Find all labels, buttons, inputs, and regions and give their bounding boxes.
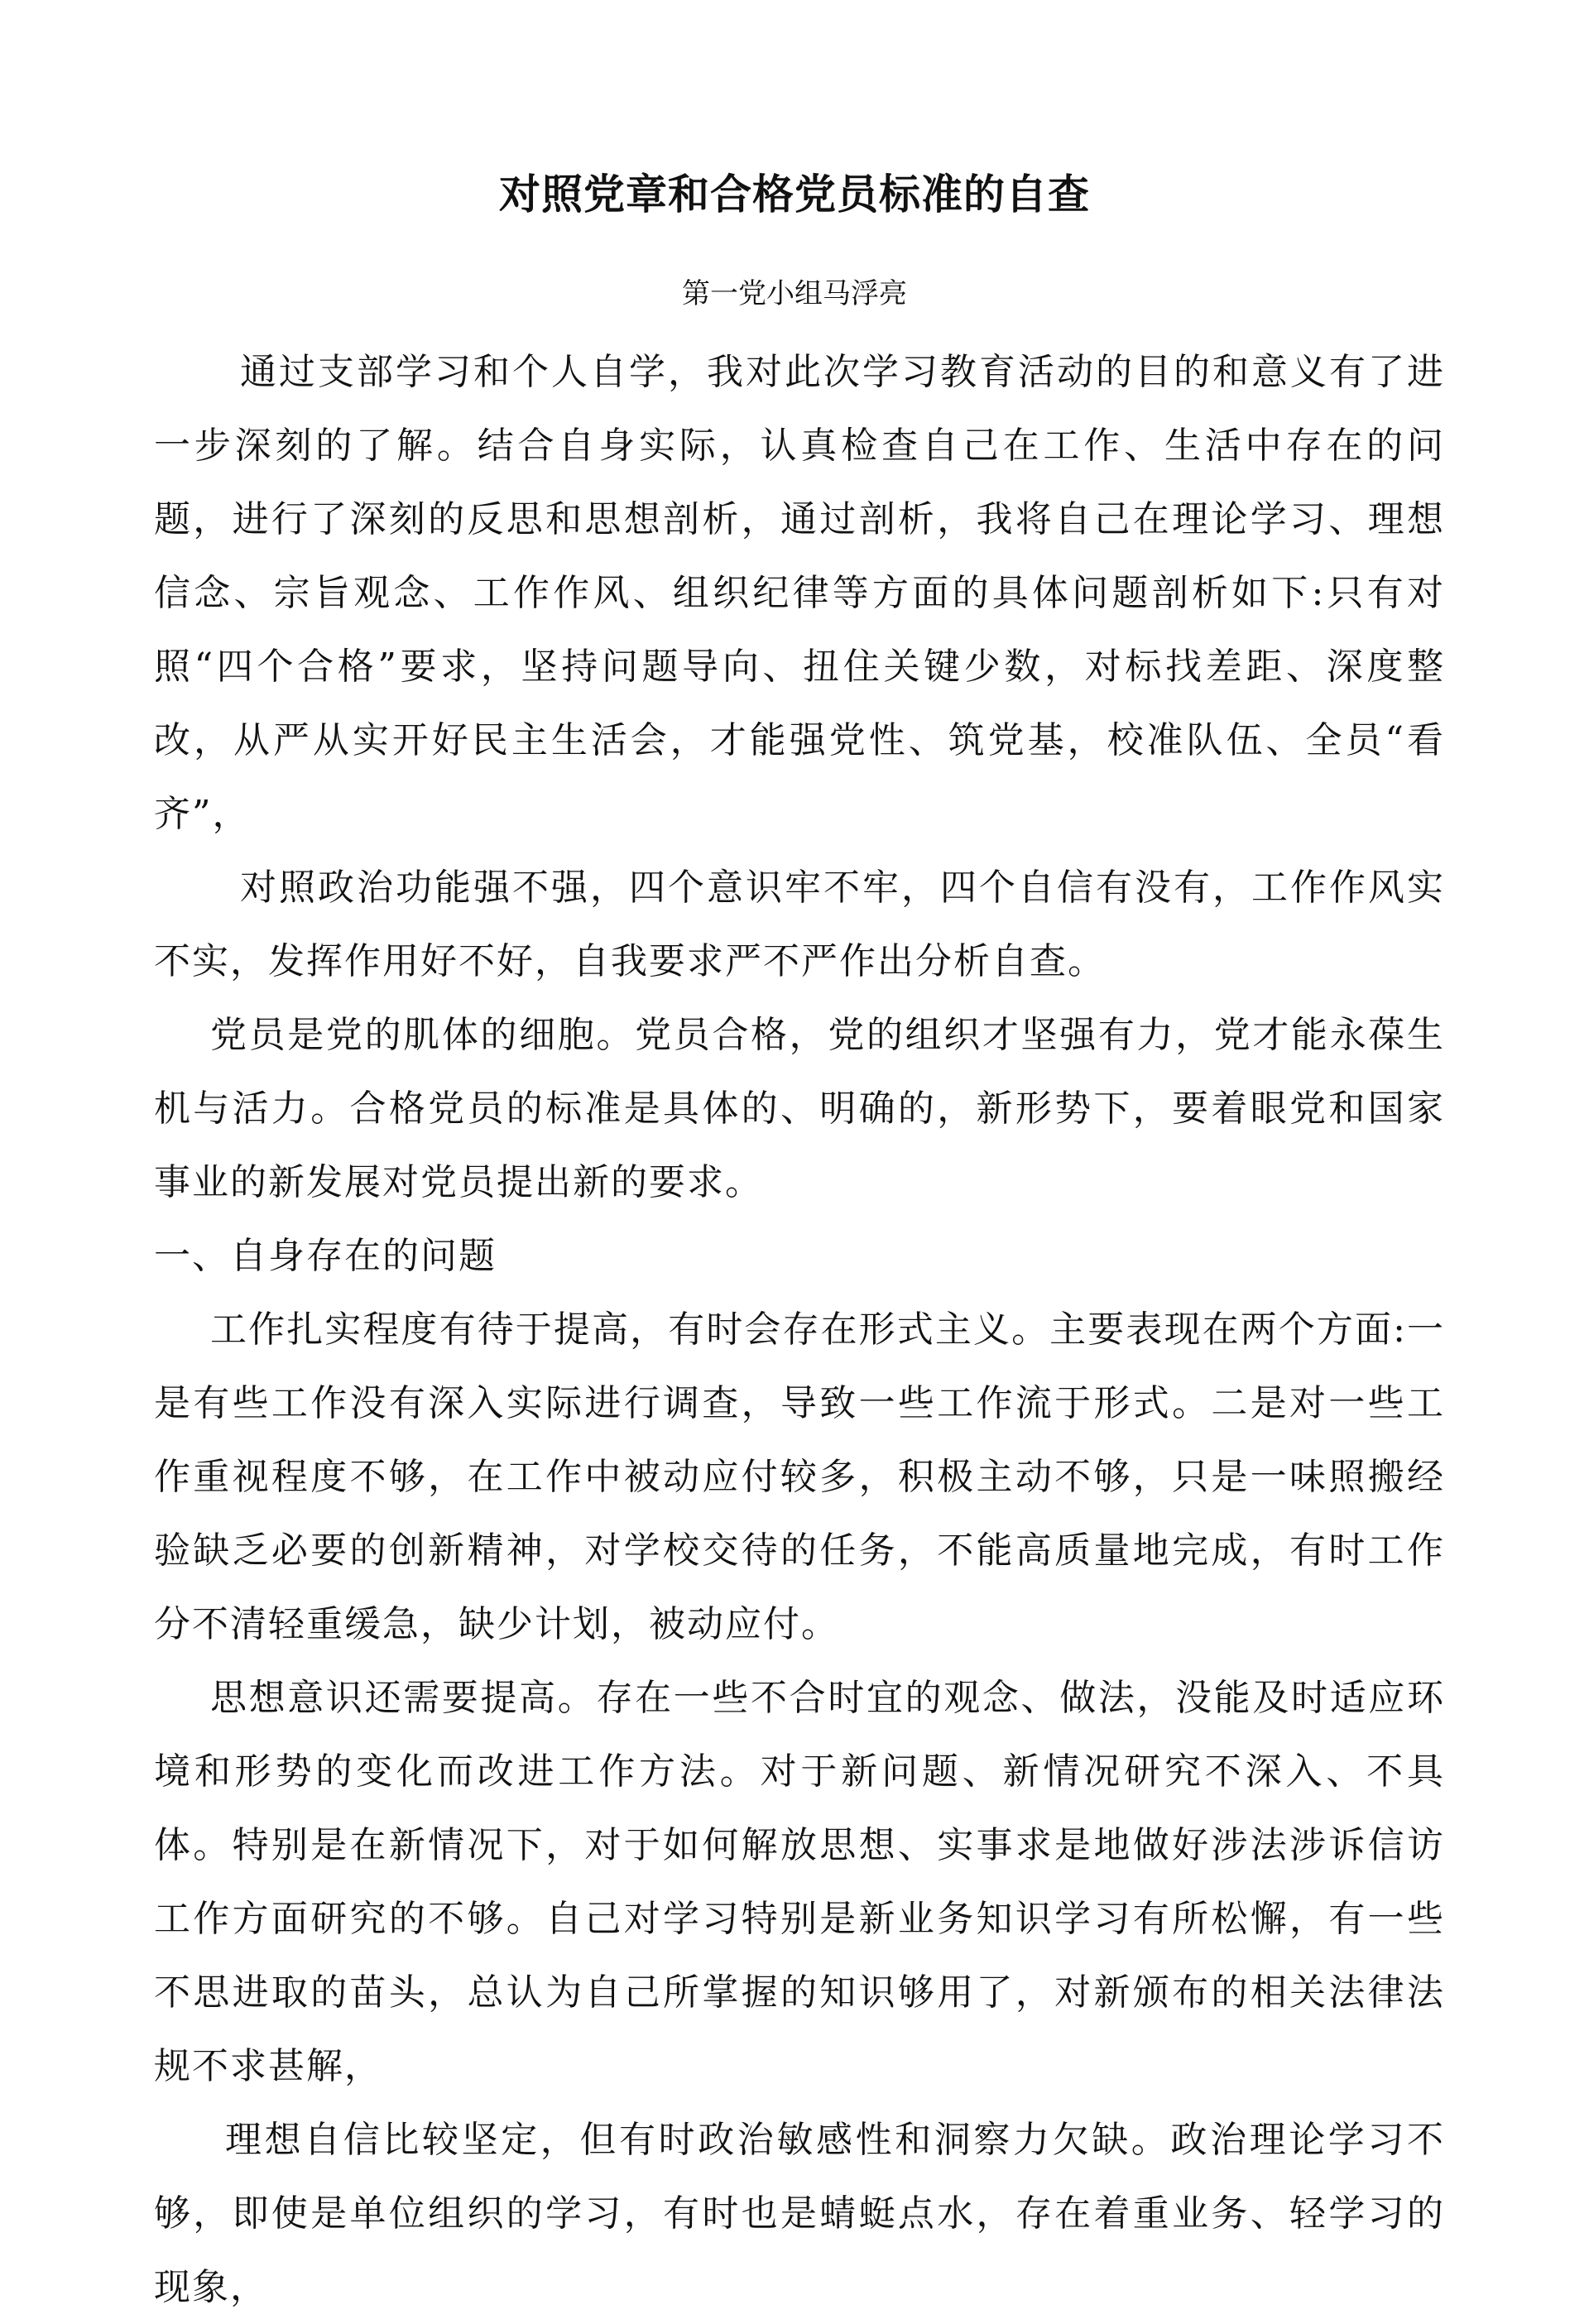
body-paragraph: 党员是党的肌体的细胞。党员合格，党的组织才坚强有力，党才能永葆生机与活力。合格党员的标准是具体的、明确的，新形势下，要着眼党和国家事业的新发展对党员提出新的要求。 bbox=[154, 1014, 1445, 1203]
section-heading: 一、自身存在的问题 bbox=[154, 1235, 497, 1277]
section-paragraph: 思想意识还需要提高。存在一些不合时宜的观念、做法，没能及时适应环境和形势的变化而改进工作方法。对于新问题、新情况研究不深入、不具体。特别是在新情况下，对于如何解放思想、实事求是地做好涉法涉诉信访工作方面研究的不够。自己对学习特别是新业务知识学习有所松懈，有一些不思进取的苗头，总认为自己所掌握的知识够用了，对新颁布的相关法律法规不求甚解， bbox=[154, 1677, 1445, 2087]
body-paragraph: 对照政治功能强不强，四个意识牢不牢，四个自信有没有，工作作风实不实，发挥作用好不好，自我要求严不严作出分析自查。 bbox=[154, 867, 1445, 982]
section-paragraph: 理想自信比较坚定，但有时政治敏感性和洞察力欠缺。政治理论学习不够，即使是单位组织的学习，有时也是蜻蜓点水，存在着重业务、轻学习的现象， bbox=[154, 2119, 1445, 2308]
document-body bbox=[154, 335, 1445, 2324]
section-paragraph: 工作扎实程度有待于提高，有时会存在形式主义。主要表现在两个方面:一是有些工作没有深入实际进行调查，导致一些工作流于形式。二是对一些工作重视程度不够，在工作中被动应付较多，积极主动不够，只是一味照搬经验缺乏必要的创新精神，对学校交待的任务，不能高质量地完成，有时工作分不清轻重缓急，缺少计划，被动应付。 bbox=[154, 1308, 1445, 1645]
body-paragraph: 通过支部学习和个人自学，我对此次学习教育活动的目的和意义有了进一步深刻的了解。结合自身实际，认真检查自己在工作、生活中存在的问题，进行了深刻的反思和思想剖析，通过剖析，我将自己在理论学习、理想信念、宗旨观念、工作作风、组织纪律等方面的具体问题剖析如下:只有对照“四个合格”要求，坚持问题导向、扭住关键少数，对标找差距、深度整改，从严从实开好民主生活会，才能强党性、筑党基，校准队伍、全员“看齐”， bbox=[154, 351, 1445, 835]
document-author: 第一党小组马浮亮 bbox=[682, 277, 907, 310]
document-title: 对照党章和合格党员标准的自查 bbox=[499, 170, 1090, 218]
